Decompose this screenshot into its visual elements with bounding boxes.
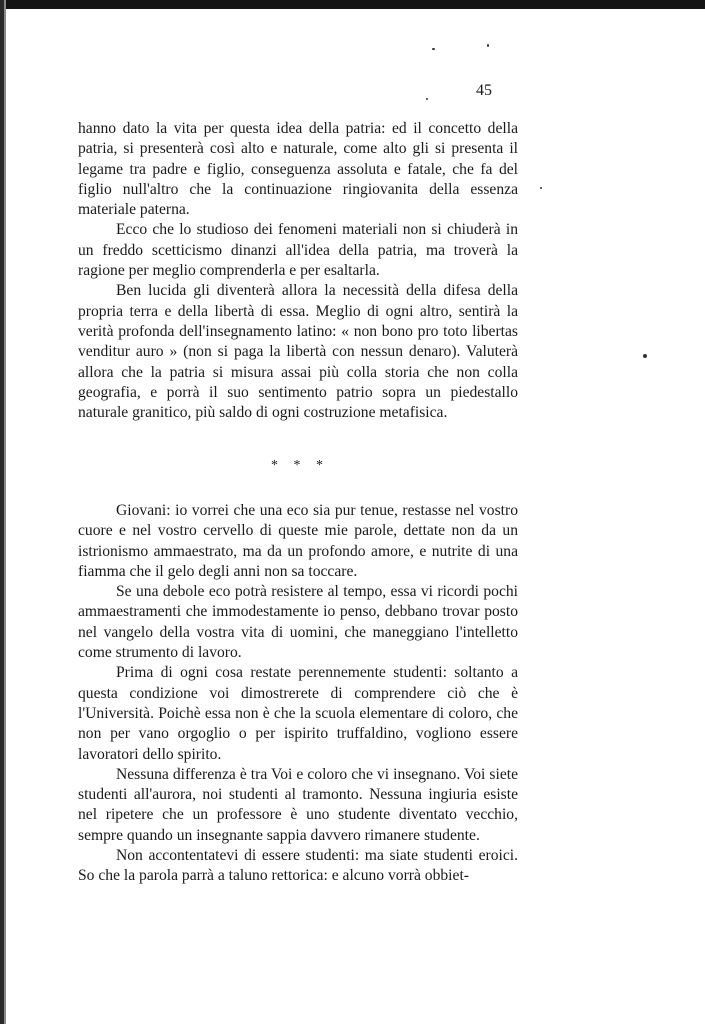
text-section-1 xyxy=(78,119,518,423)
paragraph: hanno dato la vita per questa idea della patria: ed il concetto della patria, si presenterà così alto e naturale, come alto gli si presenta il legame tra padre e figlio, conseguenza assoluta e fatale, che fa del figlio null'altro che la continuazione ringiovanita della essenza materiale paterna. xyxy=(78,120,518,219)
paragraph: Giovani: io vorrei che una eco sia pur tenue, restasse nel vostro cuore e nel vostro cervello di queste mie parole, dettate non da un istrionismo ammaestrato, ma da un profondo amore, e nutrite di una fiamma che il gelo degli anni non sa toccare. xyxy=(78,502,518,580)
paragraph: Non accontentatevi di essere studenti: ma siate studenti eroici. So che la parola parrà a taluno rettorica: e alcuno vorrà obbiet- xyxy=(78,847,518,885)
paragraph: Se una debole eco potrà resistere al tempo, essa vi ricordi pochi ammaestramenti che immodestamente io penso, debbano trovar posto nel vangelo della vostra vita di uomini, che maneggiano l'intelletto come strumento di lavoro. xyxy=(78,583,518,662)
section-break: * * * xyxy=(271,458,329,473)
paragraph: Ben lucida gli diventerà allora la necessità della difesa della propria terra e della libertà di essa. Meglio di ogni altro, sentirà la verità profonda dell'insegnamento latino: « non bono pro toto libertas venditur auro » (non si paga la libertà con nessun denaro). Valuterà allora che la patria si misura assai più colla storia che non colla geografia, e porrà il suo sentimento patrio sopra un piedestallo naturale granitico, più saldo di ogni costruzione metafisica. xyxy=(78,282,518,422)
paragraph: Ecco che lo studioso dei fenomeni materiali non si chiuderà in un freddo scetticismo dinanzi all'idea della patria, ma troverà la ragione per meglio comprenderla e per esaltarla. xyxy=(78,221,518,280)
paragraph: Prima di ogni cosa restate perennemente studenti: soltanto a questa condizione voi dimostrerete di comprendere ciò che è l'Università. Poichè essa non è che la scuola elementare di coloro, che non per vano orgoglio o per ispirito truffaldino, vogliono essere lavoratori dello spirito. xyxy=(78,664,518,763)
scan-speck xyxy=(643,354,647,358)
scan-speck xyxy=(426,98,428,100)
scan-speck xyxy=(540,187,542,189)
text-section-2 xyxy=(78,501,518,887)
paragraph: Nessuna differenza è tra Voi e coloro che vi insegnano. Voi siete studenti all'aurora, noi studenti al tramonto. Nessuna ingiuria esiste nel ripetere che un professore è uno studente diventato vecchio, sempre quando un insegnante sappia davvero rimanere studente. xyxy=(78,765,518,844)
page-number: 45 xyxy=(476,82,492,99)
scan-speck xyxy=(487,44,489,47)
scan-left-shadow xyxy=(4,0,6,1024)
scan-speck xyxy=(432,48,435,50)
scan-top-border xyxy=(0,0,705,9)
